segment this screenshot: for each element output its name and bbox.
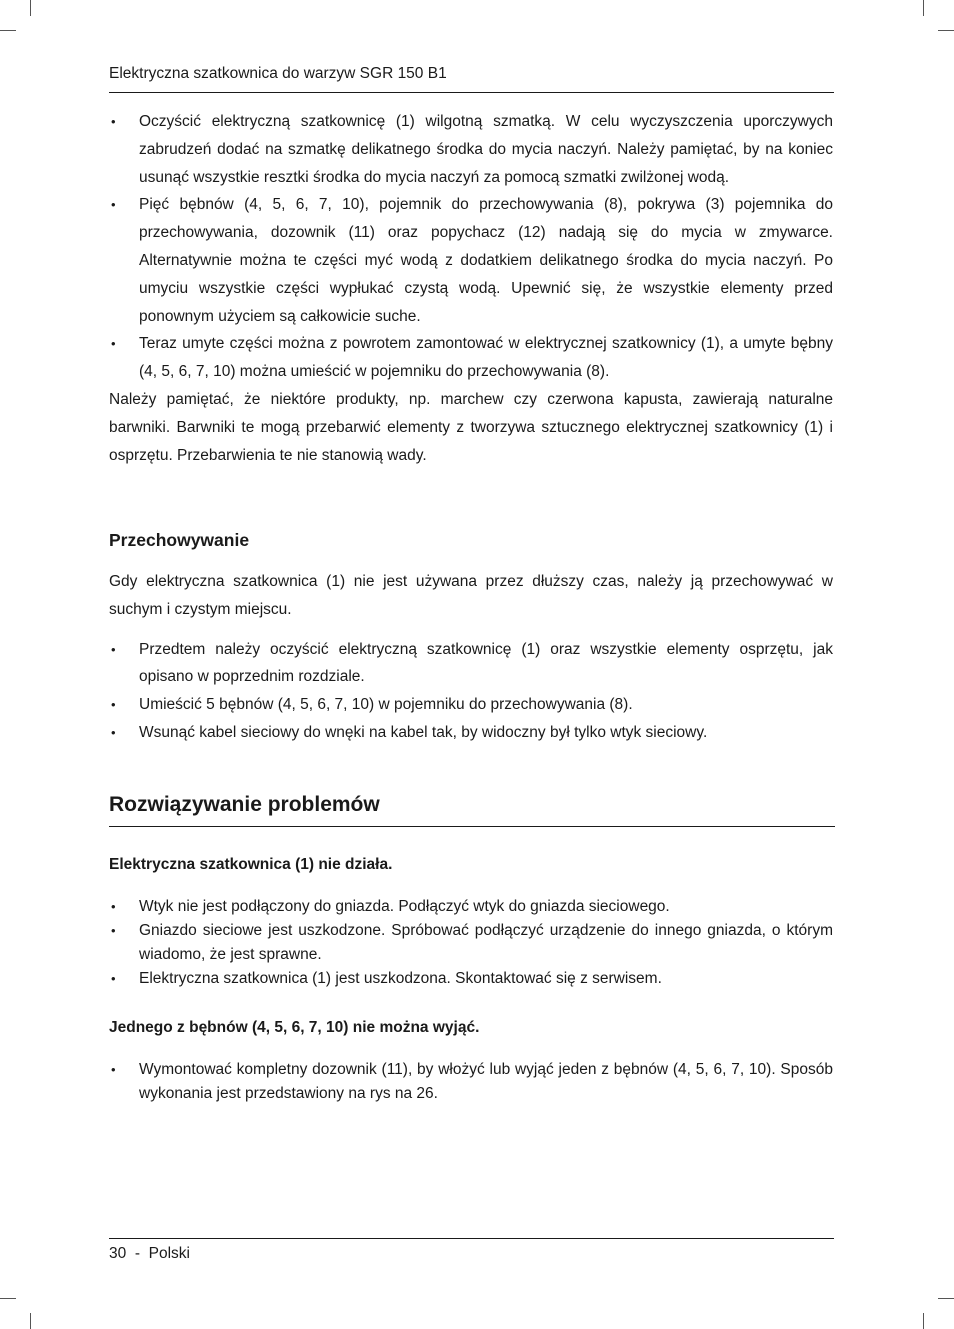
list-item: • Wsunąć kabel sieciowy do wnęki na kabel tak, by widoczny był tylko wtyk sieciowy. xyxy=(109,719,833,747)
footer-rule xyxy=(109,1238,834,1239)
storage-intro: Gdy elektryczna szatkownica (1) nie jest używana przez dłuższy czas, należy ją przechowywać w suchym i czystym miejscu. xyxy=(109,573,833,618)
header-rule xyxy=(109,92,834,93)
crop-mark xyxy=(923,1313,924,1329)
section-rule xyxy=(109,826,835,827)
problem-1 xyxy=(109,853,833,991)
troubleshooting-heading-block xyxy=(109,790,833,820)
bullet-icon: • xyxy=(111,1062,116,1077)
problem-title: Jednego z bębnów (4, 5, 6, 7, 10) nie można wyjąć. xyxy=(109,1019,480,1036)
running-header: Elektryczna szatkownica do warzyw SGR 150 B1 xyxy=(109,65,447,82)
bullet-icon: • xyxy=(111,114,116,129)
bullet-icon: • xyxy=(111,197,116,213)
section-heading: Przechowywanie xyxy=(109,530,250,550)
section-heading: Rozwiązywanie problemów xyxy=(109,793,380,816)
storage-list xyxy=(109,636,833,747)
bullet-icon: • xyxy=(111,641,116,657)
crop-mark xyxy=(938,30,954,31)
storage-section xyxy=(109,527,833,747)
crop-mark xyxy=(923,0,924,16)
list-item: • Teraz umyte części można z powrotem zamontować w elektrycznej szatkownicy (1), a umyte bębny (4, 5, 6, 7, 10) można umieścić w pojemniku do przechowywania (8). xyxy=(109,330,833,386)
cleaning-note: Należy pamiętać, że niektóre produkty, np. marchew czy czerwona kapusta, zawierają naturalne barwniki. Barwniki te mogą przebarwić elementy z tworzywa sztucznego elektrycznej szatkownicy (1) i osprzętu. Przebarwienia te nie stanowią wady. xyxy=(109,390,833,464)
bullet-icon: • xyxy=(111,697,116,713)
problem-2-list xyxy=(109,1058,833,1106)
list-item: • Wymontować kompletny dozownik (11), by włożyć lub wyjąć jeden z bębnów (4, 5, 6, 7, 10). Sposób wykonania jest przedstawiony na rys na 26. xyxy=(109,1058,833,1106)
bullet-icon: • xyxy=(111,899,116,914)
list-item: • Oczyścić elektryczną szatkownicę (1) wilgotną szmatką. W celu wyczyszczenia uporczywych zabrudzeń dodać na szmatkę delikatnego środka do mycia naczyń. Należy pamiętać, by na koniec usunąć wszystkie resztki środka do mycia naczyń za pomocą szmatki zwilżonej wodą. xyxy=(109,108,833,191)
bullet-icon: • xyxy=(111,724,116,740)
list-item: • Wtyk nie jest podłączony do gniazda. Podłączyć wtyk do gniazda sieciowego. xyxy=(109,895,833,919)
list-item: • Umieścić 5 bębnów (4, 5, 6, 7, 10) w pojemniku do przechowywania (8). xyxy=(109,691,833,719)
bullet-icon: • xyxy=(111,336,116,352)
problem-2 xyxy=(109,1016,833,1106)
cleaning-section xyxy=(109,108,833,469)
page-footer: 30 - Polski xyxy=(109,1245,190,1262)
crop-mark xyxy=(30,0,31,16)
list-item: • Przedtem należy oczyścić elektryczną szatkownicę (1) oraz wszystkie elementy osprzętu, jak opisano w poprzednim rozdziale. xyxy=(109,636,833,692)
list-item: • Elektryczna szatkownica (1) jest uszkodzona. Skontaktować się z serwisem. xyxy=(109,967,833,991)
crop-mark xyxy=(30,1313,31,1329)
crop-mark xyxy=(0,30,16,31)
bullet-icon: • xyxy=(111,923,116,938)
problem-title: Elektryczna szatkownica (1) nie działa. xyxy=(109,856,393,873)
list-item: • Pięć bębnów (4, 5, 6, 7, 10), pojemnik do przechowywania (8), pokrywa (3) pojemnika do przechowywania, dozownik (11) oraz popychacz (12) nadają się do mycia w zmywarce. Alternatywnie można te części myć wodą z dodatkiem delikatnego środka do mycia naczyń. Po umyciu wszystkie części wypłukać czystą wodą. Upewnić się, że wszystkie elementy przed ponownym użyciem są całkowicie suche. xyxy=(109,191,833,330)
cleaning-list xyxy=(109,108,833,386)
problem-1-list xyxy=(109,895,833,991)
list-item: • Gniazdo sieciowe jest uszkodzone. Spróbować podłączyć urządzenie do innego gniazda, o którym wiadomo, że jest sprawne. xyxy=(109,919,833,967)
bullet-icon: • xyxy=(111,971,116,986)
crop-mark xyxy=(938,1298,954,1299)
crop-mark xyxy=(0,1298,16,1299)
